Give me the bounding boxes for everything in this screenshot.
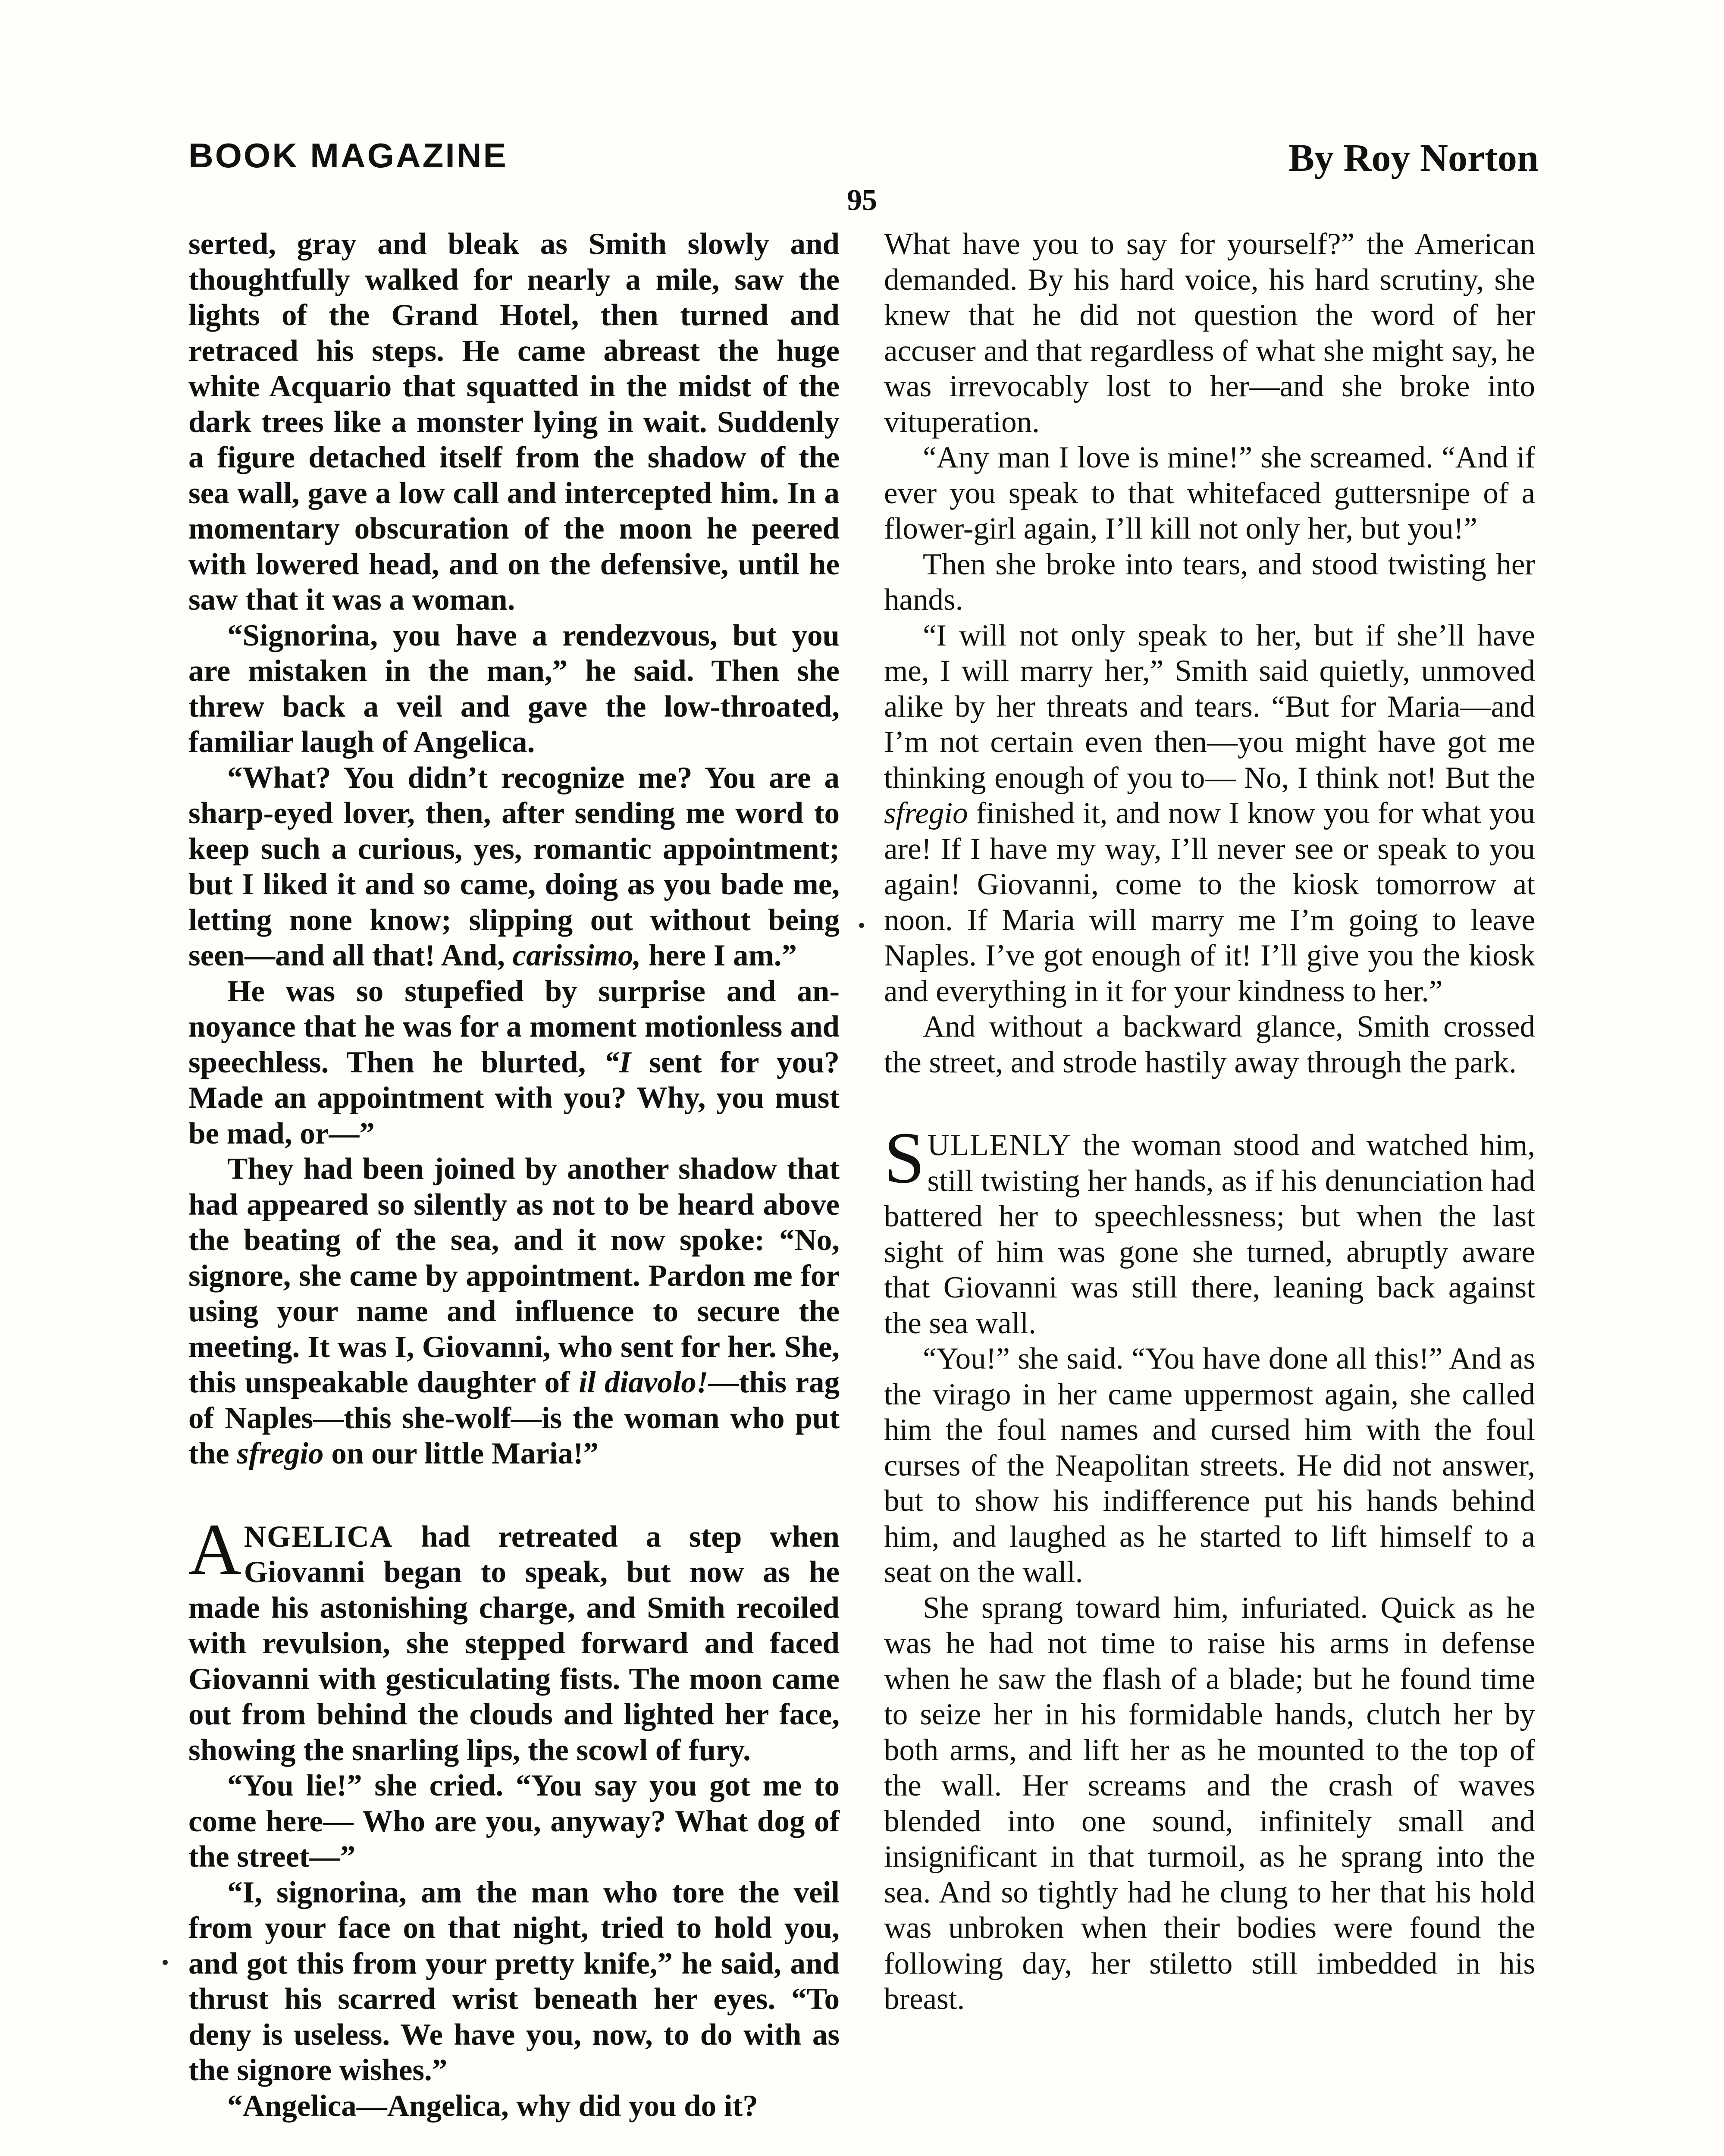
paragraph: “Signorina, you have a rendezvous, but you are mistaken in the man,” he said. Then she threw back a veil and gave the low-throated, familiar laugh of Angelica. [188,618,840,759]
print-speck [163,1960,168,1965]
section-opening-paragraph: ANGELICA had retreated a step when Giovanni began to speak, but now as he made his astonishing charge, and Smith recoiled with revulsion, she stepped forward and faced Giovanni with gesticulating fists. The moon came out from behind the clouds and lighted her face, showing the snarling lips, the scowl of fury. [188,1508,840,1767]
paragraph: He was so stupefied by surprise and annoyance that he was for a moment motionless and speechless. Then he blurted, “I sent for you? Made an appointment with you? Why, you must be mad, or—” [188,974,840,1150]
paragraph: And without a backward glance, Smith crossed the street, and strode hastily away through the park. [884,1010,1535,1079]
small-caps-lead: ULLENLY [927,1128,1072,1162]
left-column [188,226,840,2124]
paragraph: “I will not only speak to her, but if she’ll have me, I will marry her,” Smith said quietly, unmoved alike by her threats and tears. “But for Maria—and I’m not certain even then—you might have got me thinking enough of you to— No, I think not! But the sfregio finished it, and now I know you for what you are! If I have my way, I’ll never see or speak to you again! Giovanni, come to the kiosk tomorrow at noon. If Maria will marry me I’m going to leave Naples. I’ve got enough of it! I’ll give you the kiosk and everything in it for your kindness to her.” [884,618,1535,1008]
drop-cap: S [884,1117,925,1198]
magazine-title: BOOK MAGAZINE [188,136,508,175]
small-caps-lead: NGELICA [244,1520,393,1554]
section-opening-paragraph: SULLENLY the woman stood and watched him, still twisting her hands, as if his denunciation had battered her to speechlessness; but when the last sight of him was gone she turned, abruptly aware that Giovanni was still there, leaning back against the sea wall. [884,1117,1535,1340]
paragraph: What have you to say for yourself?” the American demanded. By his hard voice, his hard scrutiny, she knew that he did not question the word of her accuser and that regardless of what she might say, he was irrevocably lost to her—and she broke into vituperation. [884,227,1535,439]
author-byline: By Roy Norton [1288,137,1539,179]
paragraph: “Any man I love is mine!” she screamed. “And if ever you speak to that whitefaced guttersnipe of a flower-girl again, I’ll kill not only her, but you!” [884,441,1535,545]
drop-cap: A [188,1508,241,1590]
italic-word: sfregio [884,796,968,830]
paragraph: “Angelica—Angelica, why did you do it? [227,2089,758,2123]
page-number: 95 [847,184,877,217]
paragraph: They had been joined by another shadow that had appeared so silently as not to be heard above the beating of the sea, and it now spoke: “No, signore, she came by appointment. Pardon me for using your name and influence to secure the meeting. It was I, Giovanni, who sent for her. She, this unspeakable daughter of il diavolo!—this rag of Naples—this she-wolf—is the woman who put the sfregio on our little Maria!” [188,1152,840,1470]
italic-word: sfregio [237,1437,324,1470]
italic-word: il diavolo! [579,1366,708,1399]
paragraph: She sprang toward him, infuriated. Quick as he was he had not time to raise his arms in defense when he saw the flash of a blade; but he found time to seize her in his formidable hands, clutch her by both arms, and lift her as he mounted to the top of the wall. Her screams and the crash of waves blended into one sound, infinitely small and insignificant in that turmoil, as he sprang into the sea. And so tightly had he clung to her that his hold was unbroken when their bodies were found the following day, her stiletto still imbedded in his breast. [884,1591,1535,2016]
paragraph: serted, gray and bleak as Smith slowly and thoughtfully walked for nearly a mile, saw the lights of the Grand Hotel, then turned and retraced his steps. He came abreast the huge white Acquario that squatted in the midst of the dark trees like a monster lying in wait. Suddenly a figure detached itself from the shadow of the sea wall, gave a low call and intercepted him. In a momentary obscuration of the moon he peered with lowered head, and on the defensive, until he saw that it was a woman. [188,227,840,617]
print-speck [859,923,864,928]
paragraph: “You lie!” she cried. “You say you got me to come here— Who are you, anyway? What dog of the street—” [188,1769,840,1874]
italic-word: carissimo, [512,939,641,972]
paragraph: “I, signorina, am the man who tore the veil from your face on that night, tried to hold you, and got this from your pretty knife,” he said, and thrust his scarred wrist beneath her eyes. “To deny is useless. We have you, now, to do with as the signore wishes.” [188,1875,840,2087]
paragraph: “You!” she said. “You have done all this!” And as the virago in her came uppermost again, she called him the foul names and cursed him with the foul curses of the Neapolitan streets. He did not answer, but to show his indifference put his hands behind him, and laughed as he started to lift himself to a seat on the wall. [884,1342,1535,1589]
paragraph: Then she broke into tears, and stood twisting her hands. [884,547,1535,617]
right-column [884,226,1535,2017]
paragraph: “What? You didn’t recognize me? You are a sharp-eyed lover, then, after sending me word to keep such a curious, yes, romantic appointment; but I liked it and so came, doing as you bade me, letting none know; slipping out without being seen—and all that! And, carissimo, here I am.” [188,761,840,972]
italic-word: “I [604,1045,631,1079]
